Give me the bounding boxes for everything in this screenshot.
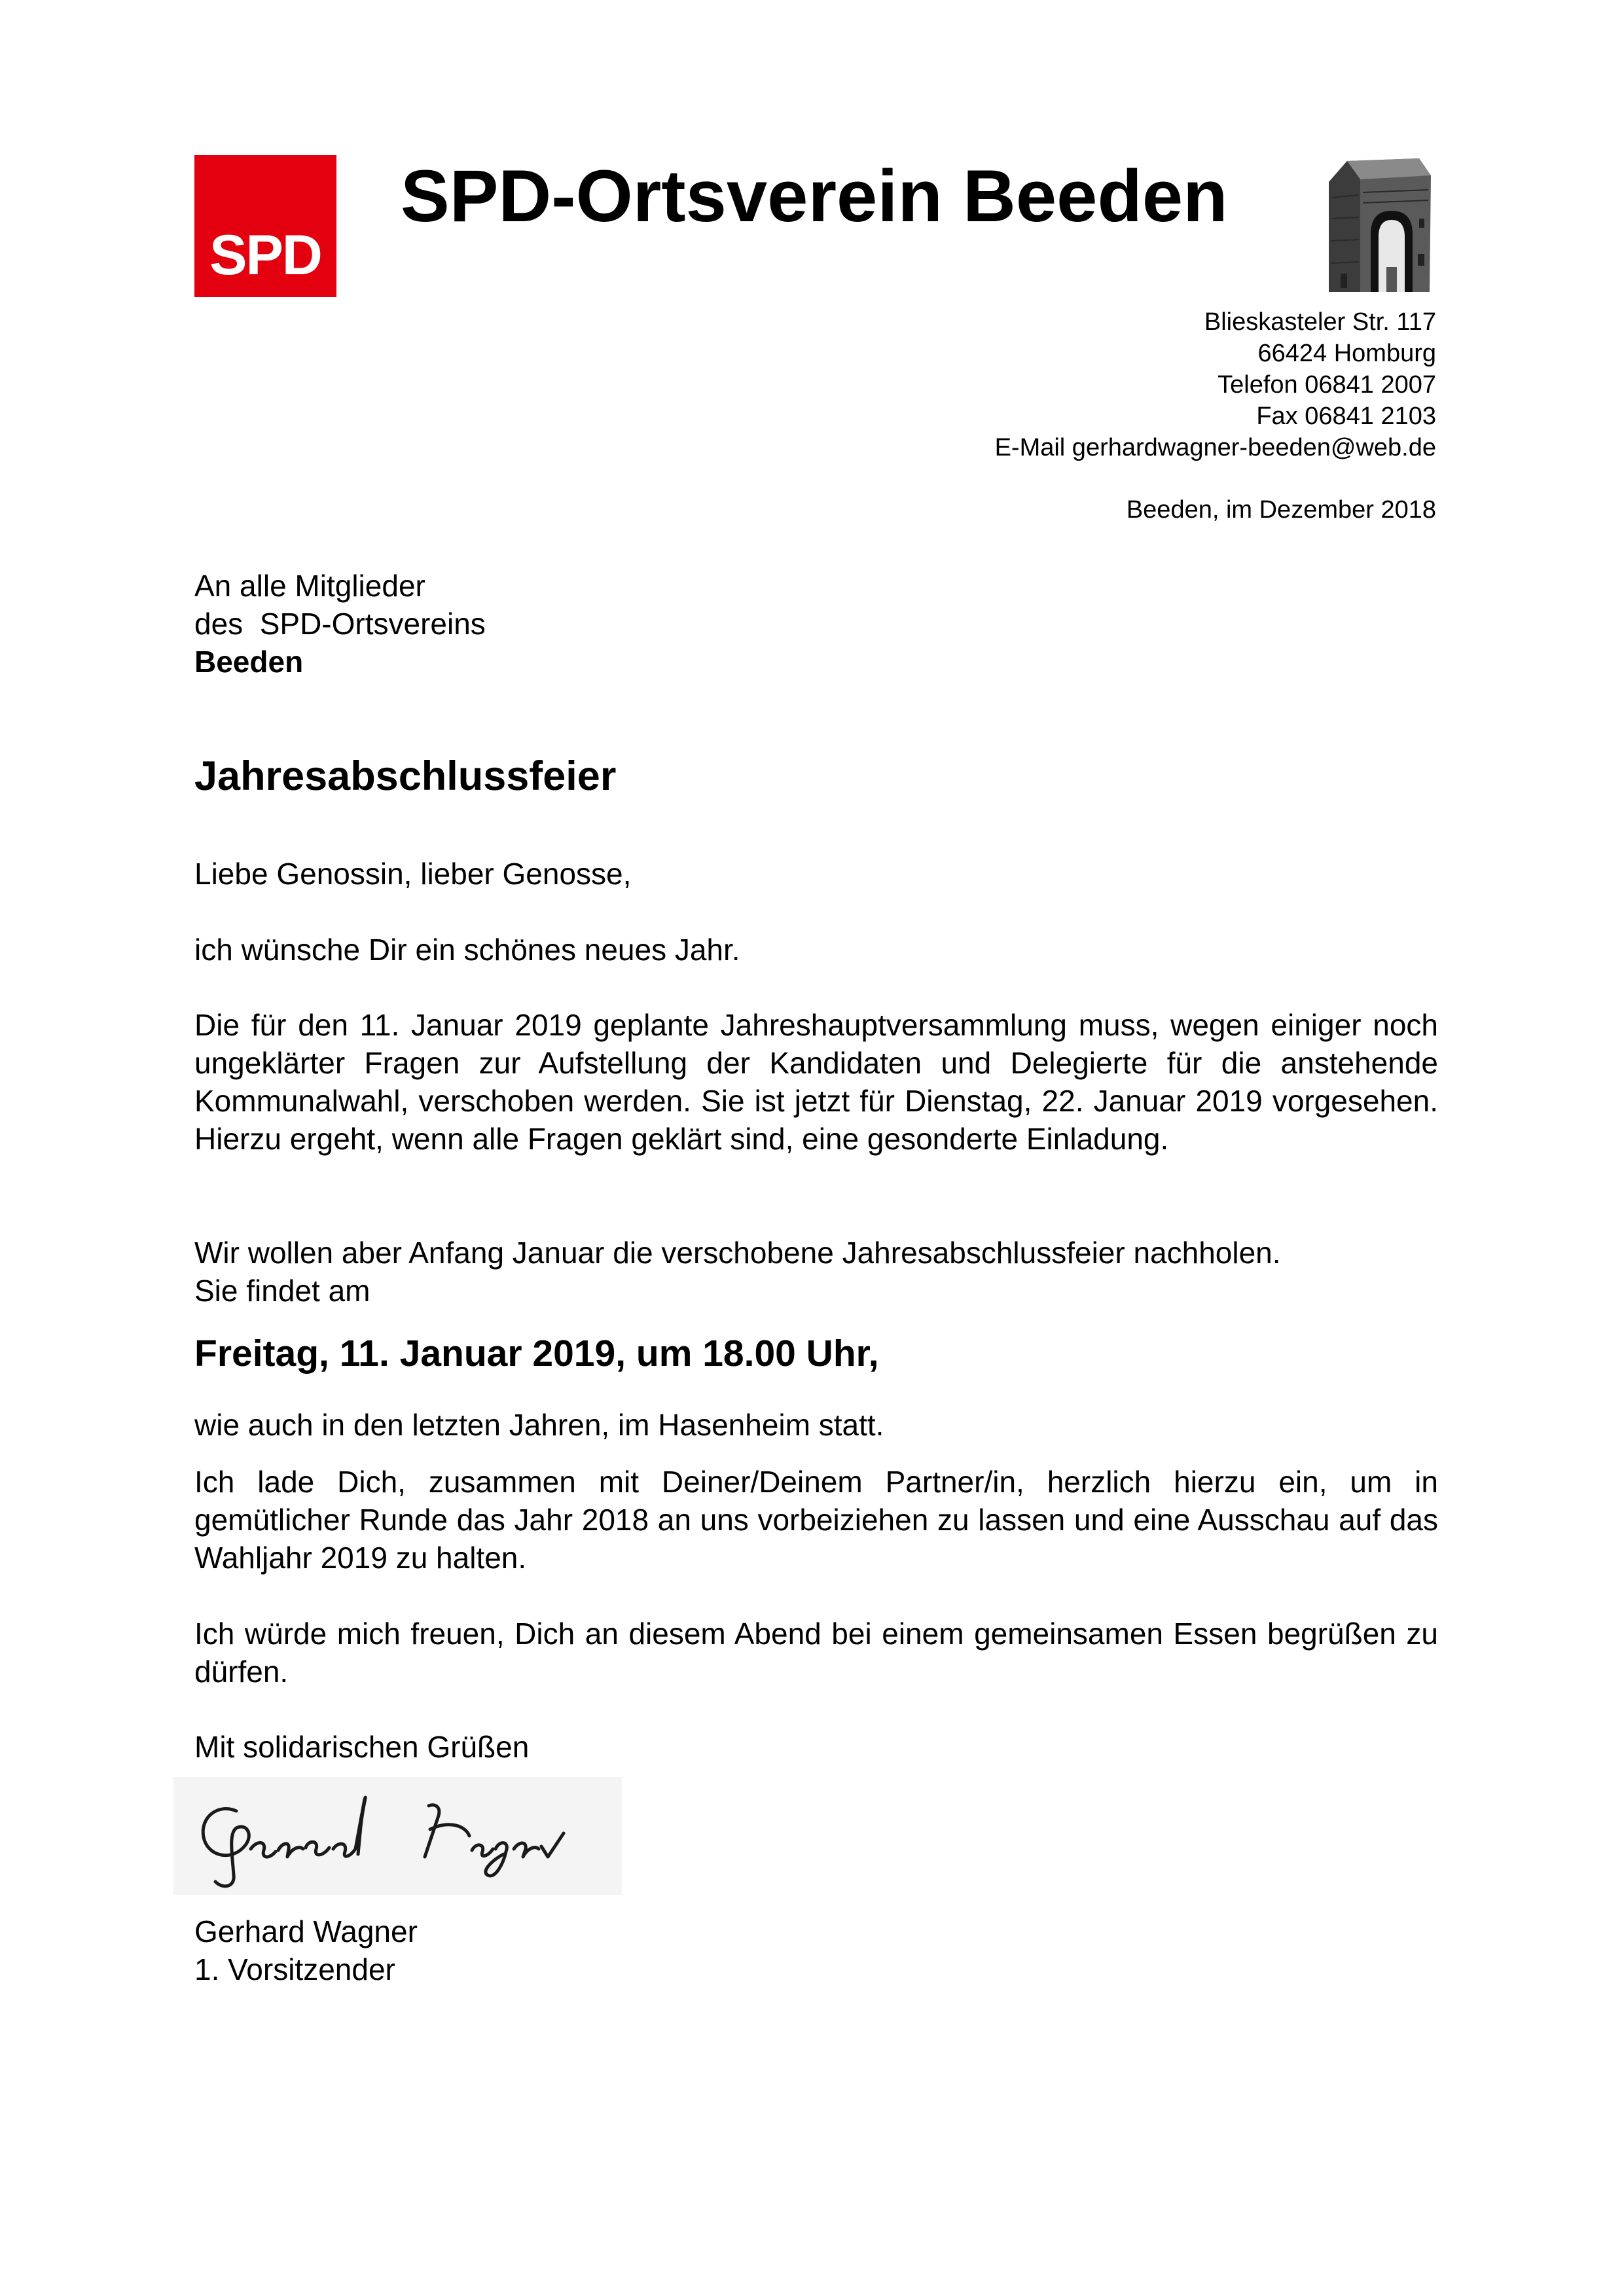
- subject-heading: Jahresabschlussfeier: [194, 753, 617, 799]
- paragraph-postponement: Die für den 11. Januar 2019 geplante Jahreshauptversammlung muss, wegen einiger noch ungeklärter Fragen zur Aufstellung der Kandidaten und Delegierte für die anstehende Kommunalwahl, verschoben werden. Sie ist jetzt für Dienstag, 22. Januar 2019 vorgesehen. Hierzu ergeht, wenn alle Fragen geklärt sind, eine gesonderte Einladung.: [194, 1008, 1438, 1156]
- sender-phone: Telefon 06841 2007: [1218, 371, 1436, 399]
- recipient-line-1: An alle Mitglieder: [194, 569, 425, 603]
- spd-logo: [194, 155, 336, 297]
- paragraph-new-year: ich wünsche Dir ein schönes neues Jahr.: [194, 933, 740, 967]
- paragraph-celebration-line-2: Sie findet am: [194, 1274, 370, 1308]
- tower-gate-icon: [1321, 156, 1436, 292]
- recipient-block: [194, 567, 486, 681]
- letterhead-title: SPD-Ortsverein Beeden: [401, 155, 1228, 237]
- sender-city: 66424 Homburg: [1257, 340, 1436, 367]
- paragraph-welcome: Ich würde mich freuen, Dich an diesem Abend bei einem gemeinsamen Essen begrüßen zu dürfen.: [194, 1617, 1438, 1689]
- sender-address: [995, 306, 1436, 463]
- salutation: Liebe Genossin, lieber Genosse,: [194, 857, 632, 891]
- paragraph-celebration: [194, 1234, 1438, 1310]
- handwritten-signature-icon: [173, 1777, 622, 1895]
- recipient-line-3: Beeden: [194, 645, 304, 679]
- signer-block: [194, 1912, 418, 1988]
- letter-date: Beeden, im Dezember 2018: [1126, 496, 1436, 524]
- spd-logo-text: SPD: [209, 224, 321, 287]
- recipient-line-2: des SPD-Ortsvereins: [194, 607, 486, 641]
- signer-role: 1. Vorsitzender: [194, 1952, 395, 1986]
- paragraph-invitation: Ich lade Dich, zusammen mit Deiner/Deinem Partner/in, herzlich hierzu ein, um in gemütlicher Runde das Jahr 2018 an uns vorbeiziehen zu lassen und eine Ausschau auf das Wahljahr 2019 zu halten.: [194, 1465, 1438, 1575]
- signer-name: Gerhard Wagner: [194, 1914, 418, 1948]
- closing-greeting: Mit solidarischen Grüßen: [194, 1730, 530, 1764]
- event-date: Freitag, 11. Januar 2019, um 18.00 Uhr,: [194, 1333, 879, 1374]
- paragraph-celebration-line-1: Wir wollen aber Anfang Januar die verschobene Jahresabschlussfeier nachholen.: [194, 1236, 1281, 1270]
- sender-email: E-Mail gerhardwagner-beeden@web.de: [994, 434, 1436, 461]
- paragraph-location: wie auch in den letzten Jahren, im Hasenheim statt.: [194, 1408, 884, 1442]
- sender-fax: Fax 06841 2103: [1256, 403, 1436, 430]
- sender-street: Blieskasteler Str. 117: [1204, 308, 1436, 336]
